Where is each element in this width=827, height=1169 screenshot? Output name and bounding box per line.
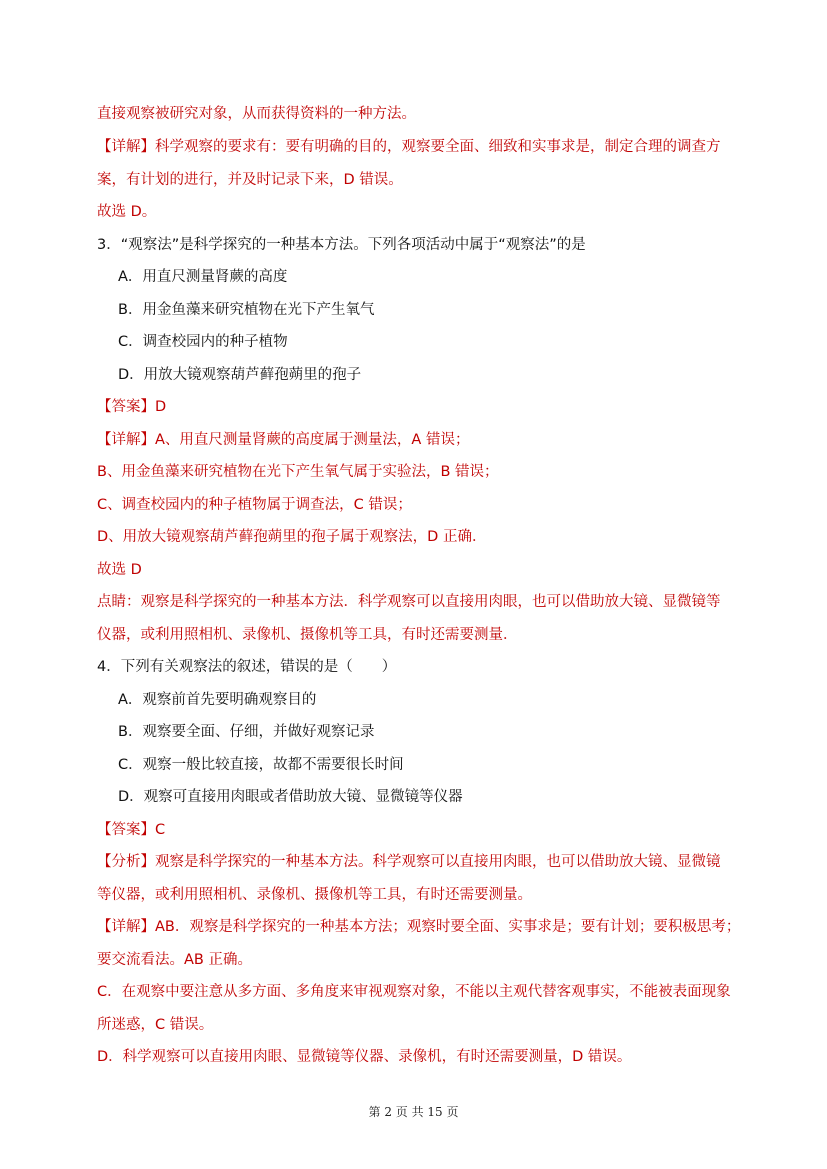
option-a: A．用直尺测量肾蕨的高度	[118, 269, 288, 285]
text-line: 故选 D	[97, 562, 142, 578]
question-3: 3．“观察法”是科学探究的一种基本方法。下列各项活动中属于“观察法”的是	[97, 237, 586, 253]
text-line: 所迷惑，C 错误。	[97, 1017, 214, 1033]
option-c: C．调查校园内的种子植物	[118, 334, 288, 350]
option-c: C．观察一般比较直接，故都不需要很长时间	[118, 757, 404, 773]
option-d: D．用放大镜观察葫芦藓孢蒴里的孢子	[118, 367, 362, 383]
text-line: D．科学观察可以直接用肉眼、显微镜等仪器、录像机，有时还需要测量，D 错误。	[97, 1049, 632, 1065]
option-b: B．用金鱼藻来研究植物在光下产生氧气	[118, 302, 375, 318]
text-line: C．在观察中要注意从多方面、多角度来审视观察对象，不能以主观代替客观事实，不能被表面现象	[97, 984, 731, 1000]
option-d: D．观察可直接用肉眼或者借助放大镜、显微镜等仪器	[118, 789, 463, 805]
option-a: A．观察前首先要明确观察目的	[118, 692, 317, 708]
text-line: D、用放大镜观察葫芦藓孢蒴里的孢子属于观察法，D 正确．	[97, 529, 487, 545]
answer: 【答案】C	[97, 822, 166, 838]
text-line: C、调查校园内的种子植物属于调查法，C 错误；	[97, 497, 412, 513]
text-line: 等仪器，或利用照相机、录像机、摄像机等工具，有时还需要测量。	[97, 887, 532, 903]
text-line: 点睛：观察是科学探究的一种基本方法．科学观察可以直接用肉眼，也可以借助放大镜、显微镜等	[97, 594, 721, 610]
text-line: 【详解】A、用直尺测量肾蕨的高度属于测量法，A 错误；	[97, 432, 470, 448]
text-line: 【详解】AB．观察是科学探究的一种基本方法；观察时要全面、实事求是；要有计划；要积极思考；	[97, 919, 741, 935]
text-line: 直接观察被研究对象，从而获得资料的一种方法。	[97, 106, 416, 122]
text-line: 故选 D。	[97, 204, 157, 220]
text-line: 【分析】观察是科学探究的一种基本方法。科学观察可以直接用肉眼，也可以借助放大镜、显微镜	[97, 854, 721, 870]
text-line: 仪器，或利用照相机、录像机、摄像机等工具，有时还需要测量．	[97, 627, 518, 643]
page-footer: 第 2 页 共 15 页	[368, 1105, 459, 1119]
option-b: B．观察要全面、仔细，并做好观察记录	[118, 724, 375, 740]
answer: 【答案】D	[97, 399, 167, 415]
text-line: B、用金鱼藻来研究植物在光下产生氧气属于实验法，B 错误；	[97, 464, 499, 480]
question-4: 4．下列有关观察法的叙述，错误的是（ ）	[97, 659, 397, 675]
text-line: 【详解】科学观察的要求有：要有明确的目的，观察要全面、细致和实事求是，制定合理的调查方	[97, 139, 721, 155]
text-line: 案，有计划的进行，并及时记录下来，D 错误。	[97, 172, 403, 188]
text-line: 要交流看法。AB 正确。	[97, 952, 252, 968]
